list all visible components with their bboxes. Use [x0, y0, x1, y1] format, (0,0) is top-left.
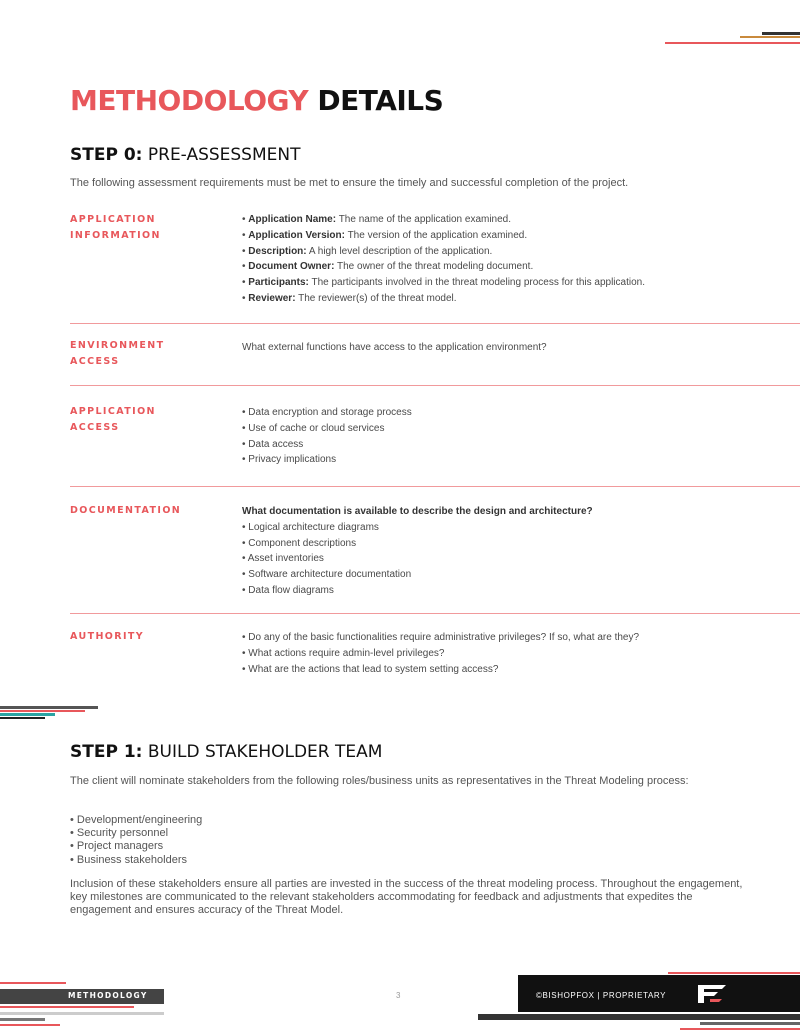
decorative-stripe: [0, 717, 45, 719]
section-divider: [70, 323, 800, 324]
list-item: • Participants: The participants involved in the threat modeling process for this application.: [242, 277, 645, 289]
decorative-stripe: [0, 713, 55, 716]
decorative-stripe: [762, 32, 800, 35]
section-body-application-information: [242, 212, 782, 307]
section-label-authority: AUTHORITY: [70, 631, 145, 642]
list-item: • Security personnel: [70, 827, 169, 840]
section-divider: [70, 486, 800, 487]
list-item: • Use of cache or cloud services: [242, 422, 385, 434]
step1-intro: The client will nominate stakeholders from the following roles/business units as representatives in the Threat Modeling process:: [70, 775, 689, 787]
decorative-stripe: [668, 972, 800, 974]
decorative-stripe: [0, 982, 66, 984]
decorative-stripe: [0, 706, 98, 709]
step1-closing: Inclusion of these stakeholders ensure all parties are invested in the success of the threat modeling process. Throughout the engagement, key milestones are communicated to the relevant stakeholders accommodating for feedback and adjustments that expedites the engagement and ensures accuracy of the Threat Model.: [70, 878, 743, 917]
list-item: • What actions require admin-level privileges?: [242, 647, 445, 659]
section-body-documentation: [242, 504, 782, 599]
decorative-stripe: [665, 42, 800, 44]
list-item: • Privacy implications: [242, 454, 337, 466]
list-item: • Software architecture documentation: [242, 569, 412, 581]
section-divider: [70, 385, 800, 386]
section-label-environment-access: ENVIRONMENT ACCESS: [70, 340, 165, 367]
page-title: METHODOLOGY DETAILS: [70, 84, 444, 117]
list-item: • Data flow diagrams: [242, 584, 334, 596]
list-item: • Component descriptions: [242, 537, 357, 549]
list-item: • Document Owner: The owner of the threat modeling document.: [242, 261, 534, 273]
section-label-application-access: APPLICATION ACCESS: [70, 406, 156, 433]
section-divider: [70, 613, 800, 614]
list-item: • Project managers: [70, 840, 164, 853]
stakeholder-roles-list: [70, 814, 750, 867]
list-item: • Development/engineering: [70, 814, 203, 826]
decorative-stripe: [700, 1022, 800, 1025]
step0-intro: The following assessment requirements must be met to ensure the timely and successful completion of the project.: [70, 177, 629, 189]
list-item: • Description: A high level description of the application.: [242, 245, 493, 257]
step0-heading: STEP 0: PRE-ASSESSMENT: [70, 145, 301, 165]
page-number: 3: [396, 991, 401, 1000]
decorative-stripe: [740, 36, 800, 38]
footer-brand-bar: [518, 975, 800, 1012]
list-item: • Asset inventories: [242, 553, 324, 565]
footer-section-label: METHODOLOGY: [0, 989, 164, 1004]
list-item: • Do any of the basic functionalities require administrative privileges? If so, what are they?: [242, 632, 640, 643]
list-item: • Logical architecture diagrams: [242, 521, 379, 533]
list-item: • Data access: [242, 438, 304, 450]
decorative-stripe: [680, 1028, 800, 1030]
decorative-stripe: [0, 1006, 134, 1008]
section-label-application-information: APPLICATION INFORMATION: [70, 214, 161, 241]
list-item: • Application Name: The name of the application examined.: [242, 214, 512, 225]
section-body-environment-access: What external functions have access to the application environment?: [242, 342, 547, 353]
list-item: • What are the actions that lead to system setting access?: [242, 663, 499, 675]
list-item: • Data encryption and storage process: [242, 407, 412, 418]
list-item: • Business stakeholders: [70, 853, 187, 866]
decorative-stripe: [0, 1024, 60, 1026]
decorative-stripe: [0, 710, 85, 712]
section-body-application-access: [242, 405, 782, 468]
step1-heading: STEP 1: BUILD STAKEHOLDER TEAM: [70, 742, 383, 762]
section-body-authority: [242, 630, 782, 677]
bishopfox-logo-icon: [696, 983, 730, 1010]
list-item: • Reviewer: The reviewer(s) of the threat model.: [242, 292, 457, 304]
decorative-stripe: [0, 1018, 45, 1021]
decorative-stripe: [0, 1012, 164, 1015]
copyright-text: ©BISHOPFOX | PROPRIETARY: [536, 991, 667, 1000]
section-label-documentation: DOCUMENTATION: [70, 505, 182, 516]
list-item: • Application Version: The version of the application examined.: [242, 229, 528, 241]
decorative-stripe: [478, 1014, 800, 1020]
documentation-question: What documentation is available to describe the design and architecture?: [242, 506, 593, 517]
